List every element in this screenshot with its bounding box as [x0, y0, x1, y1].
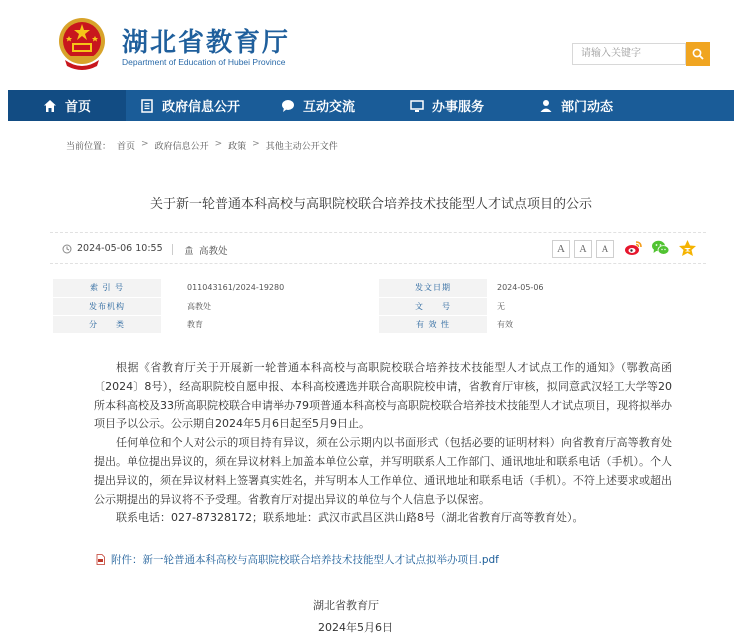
search-icon — [692, 48, 704, 60]
category-label: 分 类 — [53, 315, 161, 333]
article-body — [94, 359, 672, 528]
nav-label: 首页 — [64, 100, 91, 115]
breadcrumb-link-gov-info[interactable]: 政府信息公开 — [154, 142, 209, 152]
nav-item-services[interactable] — [382, 90, 512, 121]
building-icon — [184, 245, 194, 255]
nav-item-gov-info[interactable] — [126, 90, 254, 121]
font-size-controls — [552, 240, 614, 258]
nav-item-dept-news[interactable] — [512, 90, 640, 121]
site-subtitle: Department of Education of Hubei Province — [122, 57, 286, 67]
nav-label: 互动交流 — [302, 100, 355, 115]
attachment-link[interactable] — [96, 552, 499, 567]
font-large-button[interactable]: A — [552, 240, 570, 258]
nav-item-home[interactable] — [8, 90, 126, 121]
font-medium-button[interactable]: A — [574, 240, 592, 258]
table-row — [53, 315, 705, 333]
attachment-text[interactable]: 附件：新一轮普通本科高校与高职院校联合培养技术技能型人才试点拟举办项目.pdf — [111, 554, 499, 566]
breadcrumb — [66, 139, 338, 152]
index-number-label: 索 引 号 — [53, 279, 161, 297]
doc-number-label: 文 号 — [379, 297, 487, 315]
meta-divider — [172, 244, 173, 255]
font-small-button[interactable]: A — [596, 240, 614, 258]
article-meta-bar — [50, 232, 706, 264]
main-nav — [8, 90, 734, 121]
article-title: 关于新一轮普通本科高校与高职院校联合培养技术技能型人才试点项目的公示 — [149, 197, 592, 212]
weibo-icon[interactable] — [624, 239, 643, 257]
clock-icon — [62, 244, 72, 254]
share-icons — [624, 239, 697, 257]
table-row — [53, 297, 705, 315]
issue-date-label: 发文日期 — [379, 279, 487, 297]
breadcrumb-prefix: 当前位置： — [66, 142, 112, 152]
nav-label: 办事服务 — [431, 100, 484, 115]
index-number-value: 011043161/2024-19280 — [161, 279, 379, 297]
signature-department: 湖北省教育厅 — [313, 599, 379, 612]
home-icon — [43, 99, 57, 113]
breadcrumb-link-policy[interactable]: 政策 — [228, 142, 247, 152]
site-title[interactable]: 湖北省教育厅 — [122, 28, 291, 58]
nav-label: 政府信息公开 — [161, 100, 240, 115]
publish-date — [62, 243, 163, 254]
publisher-value: 高教处 — [161, 297, 379, 315]
chat-bubble-icon — [281, 99, 295, 113]
person-icon — [539, 99, 553, 113]
breadcrumb-link-home[interactable]: 首页 — [117, 142, 136, 152]
pdf-file-icon — [96, 554, 105, 565]
doc-number-value: 无 — [487, 297, 705, 315]
wechat-icon[interactable] — [651, 239, 670, 257]
search-input[interactable]: 请输入关键字 — [572, 43, 686, 65]
site-header — [0, 0, 742, 90]
qzone-star-icon[interactable] — [678, 239, 697, 257]
signature-date: 2024年5月6日 — [318, 621, 393, 634]
body-paragraph: 根据《省教育厅关于开展新一轮普通本科高校与高职院校联合培养技术技能型人才试点工作的通知》（鄂教高函〔2024〕8号），经高职院校自愿申报、本科高校遴选并联合高职院校申请，省教育厅审核，拟同意武汉轻工大学等20所本科高校及33所高职院校联合申请举办79项普通本科高校与高职院校联合培养技术技能型人才试点项目，现将拟举办项目予以公示。公示期自2024年5月6日起至5月9日止。 — [94, 361, 672, 431]
publish-source — [184, 243, 228, 257]
breadcrumb-separator: > — [252, 139, 260, 149]
body-paragraph: 任何单位和个人对公示的项目持有异议，须在公示期内以书面形式（包括必要的证明材料）向省教育厅高等教育处提出。单位提出异议的，须在异议材料上加盖本单位公章，并写明联系人工作部门、通讯地址和联系电话（手机）。个人提出异议的，须在异议材料上签署真实姓名，并写明本人工作单位、通讯地址和联系电话（手机）。不符上述要求或超出公示期提出的异议将不予受理。省教育厅对提出异议的单位与个人信息予以保密。 — [94, 436, 672, 506]
validity-label: 有 效 性 — [379, 315, 487, 333]
publish-source-text: 高教处 — [199, 246, 228, 257]
monitor-icon — [410, 99, 424, 113]
breadcrumb-separator: > — [214, 139, 223, 149]
validity-value: 有效 — [487, 315, 705, 333]
search-button[interactable] — [686, 42, 710, 66]
table-row — [53, 279, 705, 297]
nav-label: 部门动态 — [560, 100, 613, 115]
national-emblem-icon — [57, 16, 107, 72]
breadcrumb-link-other[interactable]: 其他主动公开文件 — [265, 142, 338, 152]
document-icon — [140, 99, 154, 113]
publish-date-text: 2024-05-06 10:55 — [77, 243, 163, 254]
issue-date-value: 2024-05-06 — [487, 279, 705, 297]
document-info-table — [53, 279, 705, 334]
publisher-label: 发布机构 — [53, 297, 161, 315]
breadcrumb-separator: > — [141, 139, 149, 149]
nav-item-interaction[interactable] — [254, 90, 382, 121]
category-value: 教育 — [161, 315, 379, 333]
body-paragraph: 联系电话：027-87328172；联系地址：武汉市武昌区洪山路8号（湖北省教育厅高等教育处）。 — [116, 511, 584, 525]
